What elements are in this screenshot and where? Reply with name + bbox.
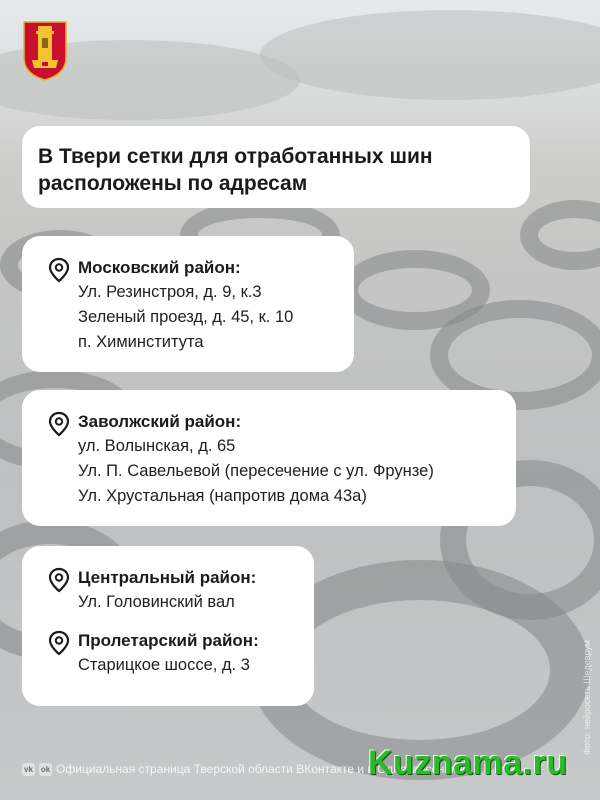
address-line: Ул. П. Савельевой (пересечение с ул. Фрунзе) bbox=[78, 462, 434, 480]
district-card-zavolzhsky bbox=[22, 390, 516, 526]
district-block bbox=[48, 410, 498, 509]
district-name: Московский район: bbox=[78, 258, 241, 277]
district-block bbox=[48, 629, 296, 678]
district-block bbox=[48, 256, 336, 355]
ok-icon[interactable]: ok bbox=[40, 764, 51, 774]
address-line: п. Химинститута bbox=[78, 333, 204, 351]
tver-coat-of-arms-icon bbox=[22, 20, 68, 82]
district-name: Заволжский район: bbox=[78, 412, 242, 431]
location-pin-icon bbox=[48, 567, 70, 593]
title-card bbox=[22, 126, 530, 208]
location-pin-icon bbox=[48, 630, 70, 656]
district-block bbox=[48, 566, 296, 615]
district-name: Центральный район: bbox=[78, 568, 257, 587]
footer-text: Официальная страница Тверской области ВКонтакте и в Одноклассниках bbox=[56, 762, 470, 776]
address-line: Ул. Резинстроя, д. 9, к.3 bbox=[78, 283, 262, 301]
address-line: Ул. Хрустальная (напротив дома 43а) bbox=[78, 487, 367, 505]
address-line: Зеленый проезд, д. 45, к. 10 bbox=[78, 308, 294, 326]
district-card-central-proletarsky bbox=[22, 546, 314, 706]
page-title: В Твери сетки для отработанных шин расположены по адресам bbox=[38, 145, 433, 195]
address-line: Ул. Головинский вал bbox=[78, 593, 235, 611]
address-line: Старицкое шоссе, д. 3 bbox=[78, 656, 250, 674]
district-card-moskovsky bbox=[22, 236, 354, 372]
location-pin-icon bbox=[48, 257, 70, 283]
site-watermark: Kuznama.ru bbox=[368, 744, 568, 782]
photo-credit: Фото: нейросеть Шедеврум bbox=[582, 640, 592, 755]
location-pin-icon bbox=[48, 411, 70, 437]
district-name: Пролетарский район: bbox=[78, 631, 259, 650]
address-line: ул. Волынская, д. 65 bbox=[78, 437, 236, 455]
vk-icon[interactable]: vk bbox=[22, 763, 35, 776]
